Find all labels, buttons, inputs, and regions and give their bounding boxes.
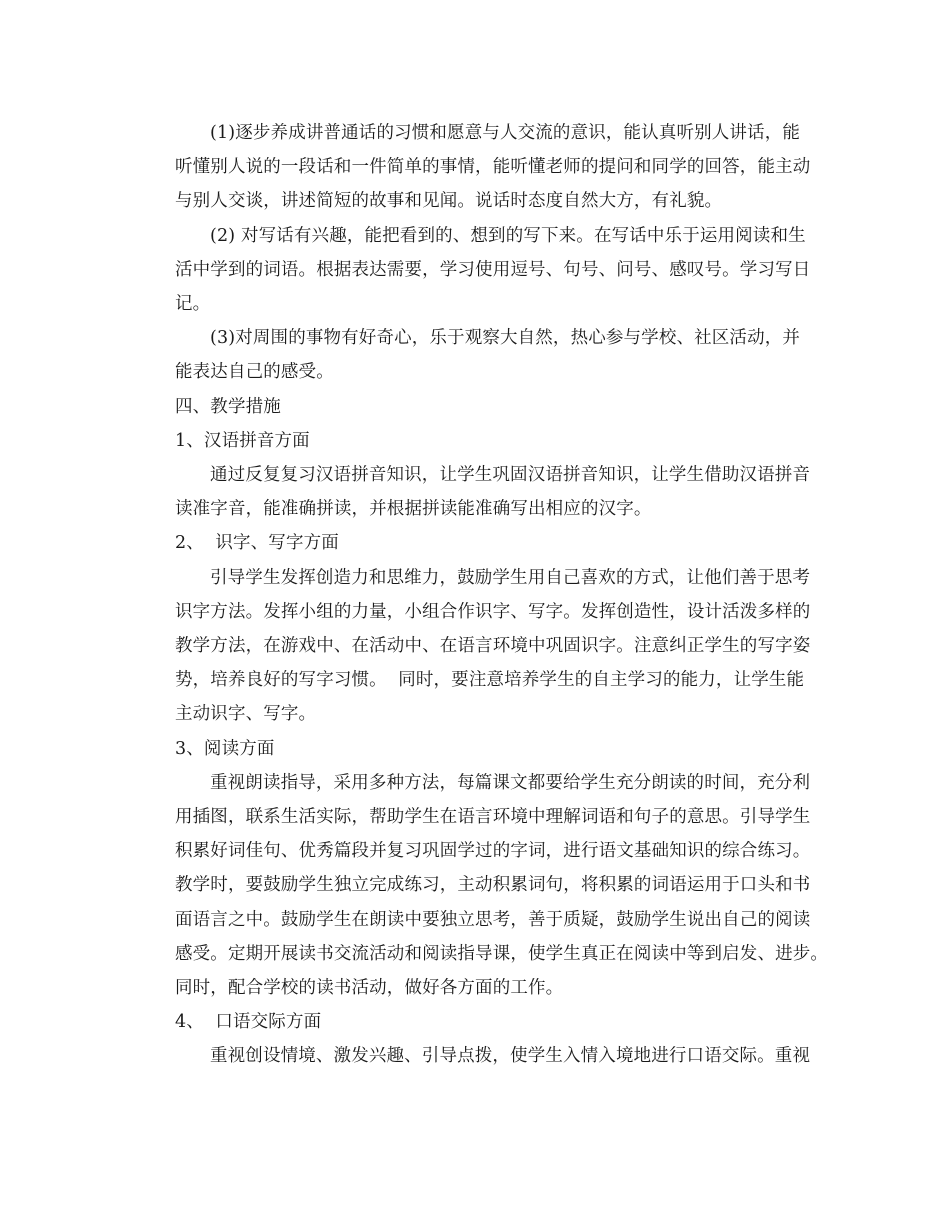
text-line: (3)对周围的事物有好奇心，乐于观察大自然，热心参与学校、社区活动，并: [210, 328, 801, 349]
text-line: 用插图，联系生活实际，帮助学生在语言环境中理解词语和句子的意思。引导学生: [175, 807, 811, 828]
goal-paragraph-1: [140, 116, 820, 219]
text-line: 通过反复复习汉语拼音知识，让学生巩固汉语拼音知识，让学生借助汉语拼音: [210, 465, 811, 486]
subsection-heading-literacy: 2、 识字、写字方面: [175, 533, 339, 554]
subsection-heading-pinyin: 1、汉语拼音方面: [175, 430, 310, 451]
text-line: 能表达自己的感受。: [175, 362, 334, 383]
text-line: 识字方法。发挥小组的力量，小组合作识字、写字。发挥创造性，设计活泼多样的: [175, 601, 811, 622]
text-line: 教学方法，在游戏中、在活动中、在语言环境中巩固识字。注意纠正学生的写字姿: [175, 636, 811, 657]
goal-paragraph-3: [140, 321, 820, 389]
subsection-heading-oral-communication: 4、 口语交际方面: [175, 1012, 322, 1033]
text-line: 重视朗读指导，采用多种方法，每篇课文都要给学生充分朗读的时间，充分利: [210, 772, 811, 793]
text-line: 与别人交谈，讲述简短的故事和见闻。说话时态度自然大方，有礼貌。: [175, 191, 723, 212]
text-line: 面语言之中。鼓励学生在朗读中要独立思考，善于质疑，鼓励学生说出自己的阅读: [175, 909, 811, 930]
text-line: 教学时，要鼓励学生独立完成练习，主动积累词句，将积累的词语运用于口头和书: [175, 875, 811, 896]
document-body: [140, 116, 829, 1074]
text-line: 势，培养良好的写字习惯。 同时，要注意培养学生的自主学习的能力，让学生能: [175, 670, 805, 691]
text-line: 同时，配合学校的读书活动，做好各方面的工作。: [175, 978, 564, 999]
section-heading-teaching-measures: 四、教学措施: [175, 396, 281, 417]
text-line: 主动识字、写字。: [175, 704, 317, 725]
text-line: 重视创设情境、激发兴趣、引导点拨，使学生入情入境地进行口语交际。重视: [210, 1046, 811, 1067]
oral-communication-paragraph: [140, 1039, 820, 1073]
text-line: 读准字音，能准确拼读，并根据拼读能准确写出相应的汉字。: [175, 499, 652, 520]
text-line: 引导学生发挥创造力和思维力，鼓励学生用自己喜欢的方式，让他们善于思考: [210, 567, 811, 588]
literacy-paragraph: [140, 561, 820, 732]
text-line: (1)逐步养成讲普通话的习惯和愿意与人交流的意识，能认真听别人讲话，能: [210, 123, 801, 143]
text-line: 积累好词佳句、优秀篇段并复习巩固学过的字词，进行语文基础知识的综合练习。: [175, 841, 811, 862]
text-line: (2) 对写话有兴趣，能把看到的、想到的写下来。在写话中乐于运用阅读和生: [210, 225, 806, 246]
reading-paragraph: [140, 766, 829, 1005]
text-line: 记。: [175, 294, 211, 315]
text-line: 听懂别人说的一段话和一件简单的事情，能听懂老师的提问和同学的回答，能主动: [175, 157, 811, 178]
text-line: 活中学到的词语。根据表达需要，学习使用逗号、句号、问号、感叹号。学习写日: [175, 259, 811, 280]
subsection-heading-reading: 3、阅读方面: [175, 738, 275, 759]
pinyin-paragraph: [140, 458, 820, 526]
text-line: 感受。定期开展读书交流活动和阅读指导课，使学生真正在阅读中等到启发、进步。: [175, 943, 829, 964]
goal-paragraph-2: [140, 219, 820, 322]
